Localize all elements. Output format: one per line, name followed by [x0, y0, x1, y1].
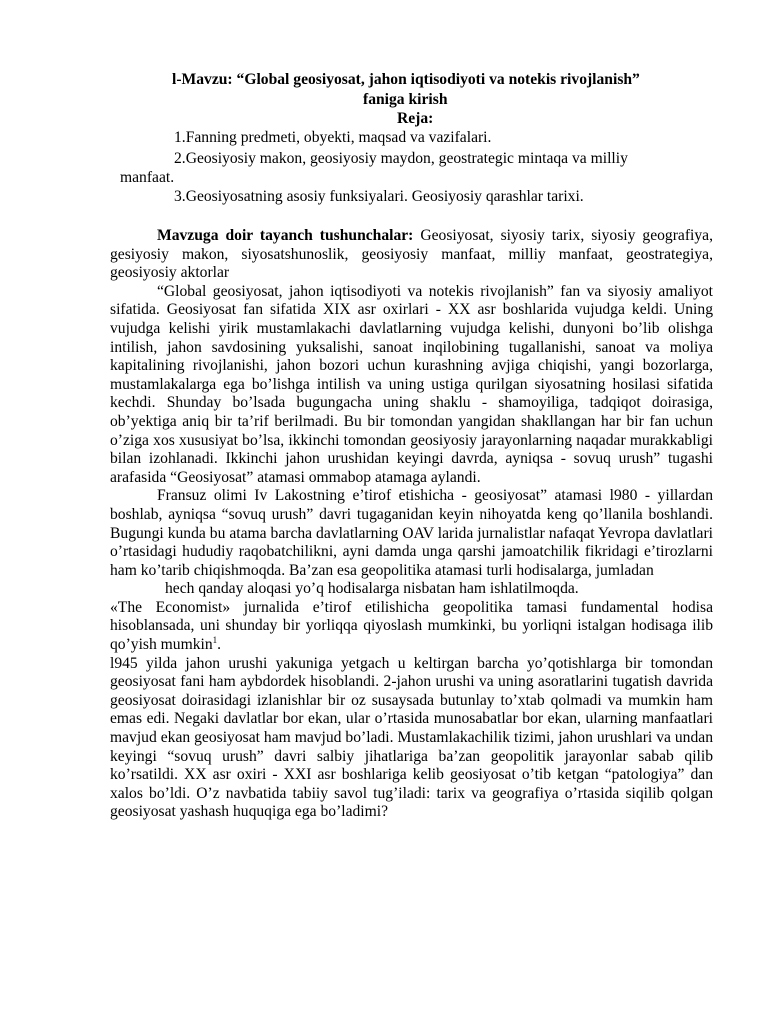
paragraph-2: Fransuz olimi Iv Lakostning e’tirof etishicha - geosiyosat” atamasi l980 - yillardan boshlab, ayniqsa “sovuq urush” davri tugaganidan keyin nihoyatda keng qo’llanila boshlandi. Bugungi kunda bu atama barcha davlatlarning OAV larida jurnalistlar nafaqat Yevropa davlatlari o’rtasidagi hududiy raqobatchilikni, ayni damda unga qarshi jamoatchilik fikridagi e’tirozlarni ham ko’tarib chiqishmoqda. Ba’zan esa geopolitika atamasi turli hodisalarga, jumladan — [110, 487, 713, 579]
paragraph-5: l945 yilda jahon urushi yakuniga yetgach u keltirgan barcha yo’qotishlarga bir tomondan geosiyosat fani ham aybdordek hisoblandi. 2-jahon urushi va uning asoratlarini tugatish davrida geosiyosat doirasidagi izlanishlar bir oz susaysada butunlay to’xtab qolmadi va mumkin ham emas edi. Negaki davlatlar bor ekan, ular o’rtasida munosabatlar bor ekan, ularning manfaatlari mavjud ekan geosiyosat ham mavjud bo’ladi. Mustamlakachilik tizimi, jahon urushlari va undan keyingi “sovuq urush” davri salbiy jihatlariga ba’zan geopolitik jarayonlar sabab qilib ko’rsatildi. XX asr oxiri - XXI asr boshlariga kelib geosiyosat o’tib ketgan “patologiya” dan xalos bo’ldi. O’z navbatida tabiiy savol tug’iladi: tarix va geografiya o’rtasida siqilib qolgan geosiyosat yashash huquqiga ega bo’ladimi? — [110, 654, 713, 821]
paragraph-4-text: «The Economist» jurnalida e’tirof etilishicha geopolitika tamasi fundamental hodisa hisoblansada, uni shunday bir yorliqqa qiyoslash mumkinki, bu yorliqni istalgan hodisaga ilib qo’yish mumkin — [110, 598, 713, 654]
concepts-paragraph — [110, 227, 713, 283]
plan-item-3: 3.Geosiyosatning asosiy funksiyalari. Geosiyosiy qarashlar tarixi. — [174, 188, 584, 205]
footnote-marker: 1 — [212, 634, 218, 645]
paragraph-3: hech qanday aloqasi yo’q hodisalarga nisbatan ham ishlatilmoqda. — [165, 580, 579, 598]
plan-heading: Reja: — [397, 110, 434, 127]
body-text — [110, 227, 713, 822]
plan-item-1: 1.Fanning predmeti, obyekti, maqsad va vazifalari. — [174, 129, 492, 146]
paragraph-4 — [110, 599, 713, 655]
concepts-text: Geosiyosat, siyosiy tarix, siyosiy geografiya, gesiyosiy makon, siyosatshunoslik, geosiyosiy manfaat, milliy manfaat, geostrategiya, geosiyosiy aktorlar — [110, 227, 713, 282]
concepts-label: Mavzuga doir tayanch tushunchalar: — [157, 227, 414, 244]
plan-item-2: 2.Geosiyosiy makon, geosiyosiy maydon, geostrategic mintaqa va milliy — [174, 150, 628, 167]
paragraph-4-end: . — [217, 636, 222, 654]
title-line-2: faniga kirish — [363, 91, 448, 108]
title-line-1: l-Mavzu: “Global geosiyosat, jahon iqtisodiyoti va notekis rivojlanish” — [172, 71, 640, 88]
paragraph-1: “Global geosiyosat, jahon iqtisodiyoti va notekis rivojlanish” fan va siyosiy amaliyot sifatida. Geosiyosat fan sifatida XIX asr oxirlari - XX asr boshlarida vujudga keldi. Uning vujudga kelishi yirik mustamlakachi davlatlarning vujudga kelishi, dunyoni bo’lib olishga intilish, jahon savdosining yuksalishi, sanoat inqilobining tugallanishi, sanoat va moliya kapitalining rivojlanishi, jahon bozori uchun kurashning avjiga chiqishi, yangi bozorlarga, mustamlakalarga ega bo’lishga intilish va uning ustiga qurilgan siyosatning hosilasi sifatida kechdi. Shunday bo’lsada bugungacha uning shaklu - shamoyiliga, tadqiqot doirasiga, ob’yektiga aniq bir ta’rif berilmadi. Bu bir tomondan yangidan shakllangan har bir fan uchun o’ziga xos xususiyat bo’lsa, ikkinchi tomondan geosiyosiy jarayonlarning naqadar murakkabligi bilan izohlanadi. Ikkinchi jahon urushidan keyingi davrda, ayniqsa - sovuq urush” tugashi arafasida “Geosiyosat” atamasi ommabop atamaga aylandi. — [110, 282, 713, 486]
plan-item-2-continued: manfaat. — [120, 169, 175, 186]
